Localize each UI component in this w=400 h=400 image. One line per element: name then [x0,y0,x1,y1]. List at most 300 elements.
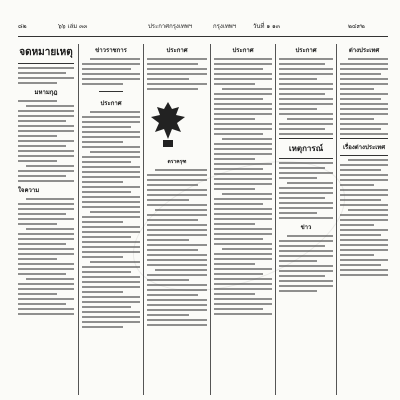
text-line [147,224,207,226]
text-line [26,228,74,230]
text-line [18,82,57,84]
text-line [279,98,333,100]
page-header [18,20,388,34]
section-rule [340,155,388,156]
text-line [340,108,388,110]
text-line [82,236,131,238]
text-line [82,271,131,273]
volume-text: ๖๖ เล่ม ๓๓ [58,23,88,30]
text-line [18,72,66,74]
text-line [82,146,140,148]
text-line [279,212,317,214]
column-2-subtitle: ประกาศ [100,100,122,107]
text-line [214,203,263,205]
text-line [90,111,140,113]
text-line [82,241,140,243]
text-line [348,159,388,161]
text-line [18,243,66,245]
text-line [340,194,388,196]
text-line [214,143,272,145]
text-line [147,284,207,286]
text-line [340,63,388,65]
text-line [147,179,207,181]
text-line [18,155,74,157]
column-6 [340,44,388,395]
text-line [279,133,333,135]
text-line [147,264,207,266]
text-line [279,88,333,90]
text-line [82,216,140,218]
text-line [340,224,374,226]
text-line [155,169,207,171]
text-line [82,246,140,248]
text-line [18,140,74,142]
text-line [214,293,255,295]
column-separator [275,44,276,395]
text-line [214,253,272,255]
text-line [18,223,57,225]
section-rule [279,138,333,139]
text-line [82,181,123,183]
text-line [147,259,207,261]
text-line [214,63,272,65]
text-line [147,254,207,256]
text-line [214,243,272,245]
text-line [279,197,325,199]
text-line [147,244,207,246]
text-line [340,229,388,231]
text-line [147,309,207,311]
text-line [214,118,255,120]
text-line [147,319,207,321]
newspaper-page [18,20,388,395]
text-line [340,214,388,216]
text-line [82,141,123,143]
text-line [340,93,388,95]
text-line [147,184,198,186]
text-line [340,174,388,176]
text-line [82,251,140,253]
text-line [279,280,333,282]
text-line [279,103,333,105]
text-line [279,265,333,267]
text-line [279,108,317,110]
text-line [279,290,317,292]
text-line [82,73,140,75]
text-line [214,103,272,105]
text-line [279,58,333,60]
text-line [147,63,198,65]
text-line [214,98,263,100]
text-line [279,83,333,85]
text-line [340,269,388,271]
text-line [26,198,74,200]
text-line [82,68,131,70]
text-line [18,77,74,79]
text-line [26,165,74,167]
text-line [18,233,74,235]
text-line [340,189,388,191]
text-line [147,324,207,326]
text-line [279,68,333,70]
text-line [214,68,263,70]
text-line [214,153,272,155]
text-line [214,78,272,80]
text-line [147,239,189,241]
text-line [214,308,263,310]
text-line [147,229,207,231]
text-line [82,201,140,203]
text-line [279,255,333,257]
text-line [279,63,325,65]
text-line [82,306,131,308]
text-line [82,116,140,118]
column-6-title: ต่างประเทศ [348,47,380,54]
text-line [82,196,140,198]
text-line [18,253,74,255]
text-line [340,244,388,246]
text-line [214,233,272,235]
text-line [18,130,74,132]
text-line [155,269,207,271]
text-line [82,161,131,163]
text-line [214,238,263,240]
text-line [214,198,272,200]
column-2 [82,44,140,395]
text-line [82,301,140,303]
text-line [147,83,207,85]
column-1-title: จดหมายเหตุ [19,47,73,58]
text-line [340,78,388,80]
text-line [279,207,333,209]
text-line [214,298,272,300]
text-line [222,88,272,90]
text-line [82,186,140,188]
text-line [340,133,388,135]
text-line [340,219,388,221]
text-line [279,270,333,272]
text-line [90,151,140,153]
text-line [18,180,74,182]
section-rule [99,91,122,92]
text-line [147,294,198,296]
text-line [214,183,272,185]
text-line [340,184,374,186]
text-line [340,164,388,166]
text-line [18,170,74,172]
text-line [340,274,388,276]
text-line [214,108,272,110]
text-line [82,316,140,318]
text-line [82,191,131,193]
text-line [340,88,374,90]
text-line [340,254,374,256]
text-line [26,105,74,107]
column-4 [214,44,272,395]
text-line [18,273,66,275]
text-line [340,113,388,115]
text-line [147,204,207,206]
text-line [82,256,123,258]
text-line [18,263,74,265]
text-line [214,93,272,95]
text-line [90,211,140,213]
city-text: กรุงเทพฯ [213,23,237,30]
text-line [340,103,388,105]
text-line [18,135,57,137]
text-line [279,78,317,80]
text-line [214,288,272,290]
text-line [18,313,74,315]
text-line [279,93,325,95]
text-line [18,293,57,295]
text-line [214,228,272,230]
text-line [214,128,272,130]
text-line [222,248,272,250]
text-line [279,123,333,125]
text-line [147,279,189,281]
text-line [279,240,333,242]
text-line [287,182,333,184]
text-line [147,219,198,221]
header-rule [18,36,388,37]
column-separator [78,44,79,395]
text-line [82,78,140,80]
text-line [18,258,57,260]
text-line [147,189,207,191]
text-line [18,268,74,270]
text-line [214,163,272,165]
text-line [90,58,140,60]
text-line [18,160,57,162]
text-line [82,121,140,123]
text-line [82,231,140,233]
text-line [340,234,381,236]
column-5-boxed-title: เหตุการณ์ [288,144,324,153]
text-line [279,162,333,164]
text-line [18,218,74,220]
text-line [147,304,207,306]
text-line [18,298,74,300]
text-line [214,58,272,60]
text-line [147,58,207,60]
text-line [147,199,189,201]
year-text: ๒๔๙๒ [348,23,365,30]
text-line [18,125,74,127]
text-line [147,234,207,236]
text-line [214,113,272,115]
text-line [340,264,381,266]
text-line [18,288,74,290]
section-rule [18,63,74,64]
text-line [348,58,388,60]
text-line [82,136,140,138]
text-line [82,281,140,283]
column-5 [279,44,333,395]
text-line [82,276,140,278]
text-line [147,78,189,80]
text-line [18,145,66,147]
text-line [147,274,207,276]
text-line [147,314,189,316]
page-number: ๘๒ [18,23,27,30]
text-line [147,174,207,176]
text-line [18,303,66,305]
text-line [82,326,123,328]
text-line [222,193,272,195]
column-5-title: ประกาศ [295,47,317,54]
column-1-section: ใจความ [18,187,40,194]
text-line [214,123,272,125]
column-1 [18,44,74,395]
column-4-title: ประกาศ [232,47,254,54]
source-text: ประกาศกรุงเทพฯ [148,23,193,30]
garuda-seal-icon [147,99,189,149]
text-line [214,188,255,190]
text-line [82,63,140,65]
text-line [18,67,74,69]
text-line [340,123,388,125]
text-line [279,260,317,262]
text-line [82,296,140,298]
text-line [82,221,123,223]
text-line [214,283,272,285]
text-line [279,285,333,287]
text-line [18,100,57,102]
text-line [214,178,272,180]
text-line [340,98,381,100]
text-line [214,258,272,260]
text-line [18,115,74,117]
text-line [82,286,140,288]
text-line [214,313,272,315]
text-line [82,291,123,293]
text-line [340,169,381,171]
column-2-title: ข่าวราชการ [95,47,127,54]
section-rule [279,158,333,159]
text-line [214,168,263,170]
text-line [82,126,131,128]
text-line [18,248,74,250]
text-line [279,187,333,189]
text-line [147,214,207,216]
text-line [214,303,272,305]
text-line [18,175,66,177]
text-line [82,266,140,268]
text-line [82,131,140,133]
text-line [279,167,325,169]
text-line [279,192,333,194]
column-3 [147,44,207,395]
text-line [279,113,333,115]
text-line [18,283,74,285]
text-line [340,204,388,206]
text-line [340,118,374,120]
text-line [340,68,388,70]
text-line [340,83,388,85]
text-line [279,275,325,277]
text-line [147,289,207,291]
text-line [279,245,325,247]
text-line [279,177,317,179]
text-line [340,239,388,241]
text-line [82,176,140,178]
text-line [82,83,123,85]
text-line [340,128,381,130]
text-line [279,128,325,130]
text-line [90,261,140,263]
text-line [82,321,140,323]
text-line [340,179,388,181]
column-6-lower-title: เรื่องต่างประเทศ [342,144,386,151]
text-line [214,273,263,275]
text-line [26,278,74,280]
text-line [18,120,66,122]
text-line [214,218,272,220]
text-line [214,268,272,270]
text-line [155,209,207,211]
column-5-lower-title: ข่าว [300,224,312,231]
text-line [348,209,388,211]
text-line [18,150,74,152]
text-line [287,235,333,237]
text-line [214,208,272,210]
text-line [214,213,272,215]
text-line [214,73,272,75]
text-line [82,171,140,173]
text-line [214,173,272,175]
text-line [18,308,74,310]
text-line [287,118,333,120]
text-line [82,166,140,168]
column-1-subtitle: มหามกุฎ [34,89,58,96]
text-line [147,68,207,70]
column-separator [210,44,211,395]
text-line [147,299,207,301]
text-line [222,138,272,140]
text-line [147,88,198,90]
text-line [214,133,263,135]
text-line [82,226,140,228]
text-line [82,206,140,208]
text-line [18,238,74,240]
text-line [18,208,74,210]
text-line [279,172,333,174]
section-rule [340,138,388,139]
text-line [279,250,333,252]
text-line [214,278,272,280]
text-line [340,259,388,261]
text-line [214,158,255,160]
text-line [214,263,255,265]
date-text: วันที่ ๑ ๑๓ [253,23,280,30]
text-line [147,194,207,196]
text-line [18,110,74,112]
text-line [18,213,66,215]
column-separator [336,44,337,395]
text-line [18,203,74,205]
text-line [340,199,381,201]
column-separator [143,44,144,395]
text-line [340,249,388,251]
text-line [279,202,333,204]
column-3-title: ประกาศ [166,47,188,54]
text-line [147,249,198,251]
text-line [82,156,140,158]
text-line [279,217,333,219]
text-line [214,83,255,85]
text-line [214,148,272,150]
